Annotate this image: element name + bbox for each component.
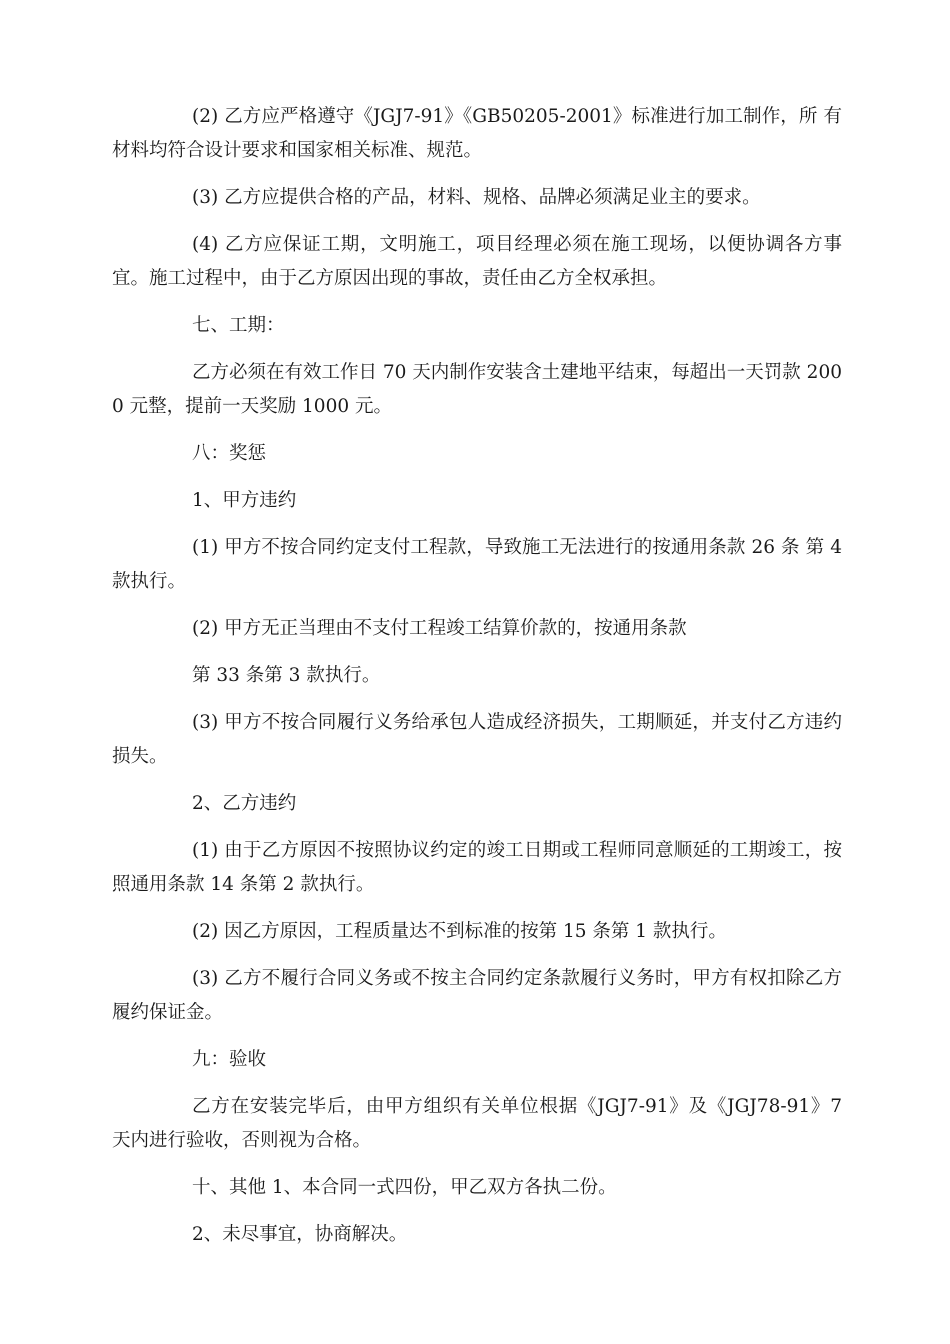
paragraph-party-a-breach-2: (2) 甲方无正当理由不支付工程竣工结算价款的，按通用条款 bbox=[192, 618, 687, 639]
paragraph-clause-6-4: (4) 乙方应保证工期，文明施工，项目经理必须在施工现场，以便协调各方事宜。施工过程中，由于乙方原因出现的事故，责任由乙方全权承担。 bbox=[112, 234, 842, 289]
paragraph-acceptance: 乙方在安装完毕后，由甲方组织有关单位根据《JGJ7-91》及《JGJ78-91》7 天内进行验收，否则视为合格。 bbox=[112, 1096, 848, 1151]
section-heading-acceptance: 九：验收 bbox=[192, 1049, 267, 1070]
paragraph-schedule: 乙方必须在有效工作日 70 天内制作安装含土建地平结束，每超出一天罚款 2000 元整，提前一天奖励 1000 元。 bbox=[112, 362, 842, 417]
paragraph-party-b-breach-3: (3) 乙方不履行合同义务或不按主合同约定条款履行义务时，甲方有权扣除乙方履约保证金。 bbox=[112, 968, 842, 1023]
subheading-party-a-breach: 1、甲方违约 bbox=[192, 490, 297, 511]
paragraph-clause-6-2: (2) 乙方应严格遵守《JGJ7-91》《GB50205-2001》标准进行加工制作，所 有材料均符合设计要求和国家相关标准、规范。 bbox=[112, 106, 842, 161]
paragraph-party-b-breach-2: (2) 因乙方原因，工程质量达不到标准的按第 15 条第 1 款执行。 bbox=[192, 921, 727, 942]
paragraph-other-1: 十、其他 1、本合同一式四份，甲乙双方各执二份。 bbox=[192, 1177, 617, 1198]
paragraph-other-2: 2、未尽事宜，协商解决。 bbox=[192, 1224, 408, 1245]
section-heading-rewards-penalties: 八：奖惩 bbox=[192, 443, 267, 464]
paragraph-party-a-breach-1: (1) 甲方不按合同约定支付工程款，导致施工无法进行的按通用条款 26 条 第 4 款执行。 bbox=[112, 537, 848, 592]
paragraph-party-a-breach-3: (3) 甲方不按合同履行义务给承包人造成经济损失，工期顺延，并支付乙方违约损失。 bbox=[112, 712, 842, 767]
section-heading-schedule: 七、工期： bbox=[192, 315, 285, 336]
document-page bbox=[112, 100, 848, 1265]
paragraph-party-b-breach-1: (1) 由于乙方原因不按照协议约定的竣工日期或工程师同意顺延的工期竣工，按照通用条款 14 条第 2 款执行。 bbox=[112, 840, 842, 895]
paragraph-party-a-breach-2-cont: 第 33 条第 3 款执行。 bbox=[192, 665, 381, 686]
subheading-party-b-breach: 2、乙方违约 bbox=[192, 793, 297, 814]
paragraph-clause-6-3: (3) 乙方应提供合格的产品，材料、规格、品牌必须满足业主的要求。 bbox=[192, 187, 761, 208]
